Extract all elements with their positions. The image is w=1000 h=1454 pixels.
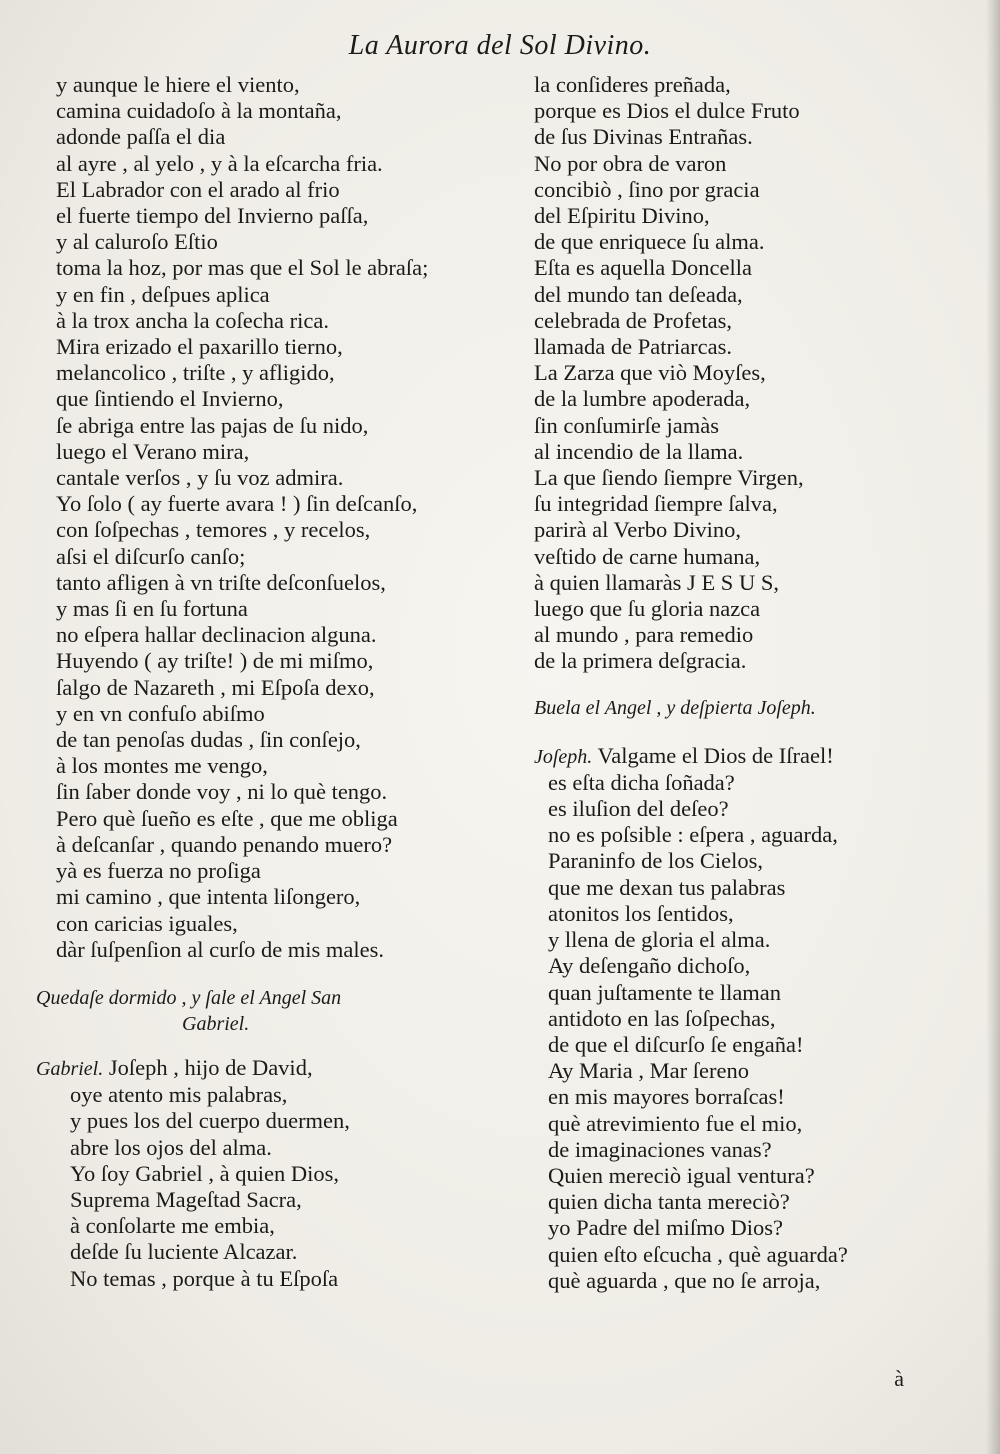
verse-line: Ay Maria , Mar ſereno bbox=[548, 1058, 749, 1084]
verse-line: Suprema Mageſtad Sacra, bbox=[70, 1186, 302, 1212]
verse-line: porque es Dios el dulce Fruto bbox=[534, 98, 800, 124]
verse-line: Huyendo ( ay triſte! ) de mi miſmo, bbox=[56, 648, 374, 674]
verse-line: con caricias iguales, bbox=[56, 910, 238, 936]
verse-line: No por obra de varon bbox=[534, 150, 727, 176]
verse-line: Yo ſoy Gabriel , à quien Dios, bbox=[70, 1160, 339, 1186]
verse-line: no eſpera hallar declinacion alguna. bbox=[56, 622, 377, 648]
verse-line: y mas ſi en ſu fortuna bbox=[56, 596, 248, 622]
verse-line: es iluſion del deſeo? bbox=[548, 796, 729, 822]
verse-line: ſin conſumirſe jamàs bbox=[534, 412, 719, 438]
verse-line: del Eſpiritu Divino, bbox=[534, 203, 710, 229]
verse-line: atonitos los ſentidos, bbox=[548, 900, 734, 926]
verse-line: camina cuidadoſo à la montaña, bbox=[56, 98, 342, 124]
left-verse-block-1 bbox=[56, 72, 496, 963]
speaker-first-line: Joſeph , hijo de David, bbox=[108, 1054, 313, 1080]
verse-line: à la trox ancha la coſecha rica. bbox=[56, 307, 329, 333]
verse-line: la conſideres preñada, bbox=[534, 72, 731, 97]
verse-line: Paraninfo de los Cielos, bbox=[548, 848, 763, 874]
verse-line: oye atento mis palabras, bbox=[70, 1082, 288, 1108]
verse-line: Yo ſolo ( ay fuerte avara ! ) ſin deſcanſo, bbox=[56, 491, 418, 517]
verse-line: celebrada de Profetas, bbox=[534, 307, 733, 333]
verse-line: luego que ſu gloria nazca bbox=[534, 596, 761, 622]
verse-line: ſe abriga entre las pajas de ſu nido, bbox=[56, 412, 369, 438]
verse-line: Pero què ſueño es eſte , que me obliga bbox=[56, 805, 398, 831]
verse-line: de imaginaciones vanas? bbox=[548, 1136, 772, 1162]
verse-line: què aguarda , que no ſe arroja, bbox=[548, 1267, 821, 1293]
verse-line: y al caluroſo Eſtio bbox=[56, 229, 218, 255]
verse-line: el fuerte tiempo del Invierno paſſa, bbox=[56, 203, 369, 229]
verse-line: Eſta es aquella Doncella bbox=[534, 255, 753, 281]
verse-line: melancolico , triſte , y afligido, bbox=[56, 360, 335, 386]
verse-line: à los montes me vengo, bbox=[56, 753, 268, 779]
verse-line: llamada de Patriarcas. bbox=[534, 334, 733, 360]
verse-line: Quien mereciò igual ventura? bbox=[548, 1162, 815, 1188]
verse-line: y llena de gloria el alma. bbox=[548, 927, 771, 953]
verse-line: luego el Verano mira, bbox=[56, 438, 250, 464]
verse-line: y en vn confuſo abiſmo bbox=[56, 700, 265, 726]
verse-line: que ſintiendo el Invierno, bbox=[56, 386, 284, 412]
verse-line: No temas , porque à tu Eſpoſa bbox=[70, 1265, 339, 1291]
verse-line: parirà al Verbo Divino, bbox=[534, 517, 742, 543]
verse-line: en mis mayores borraſcas! bbox=[548, 1084, 785, 1110]
verse-line: es eſta dicha ſoñada? bbox=[548, 769, 735, 795]
stage-direction-left: Quedaſe dormido , y ſale el Angel San bbox=[36, 986, 342, 1009]
verse-line: dàr ſuſpenſion al curſo de mis males. bbox=[56, 936, 385, 962]
verse-line: abre los ojos del alma. bbox=[70, 1134, 272, 1160]
verse-line: ſin ſaber donde voy , ni lo què tengo. bbox=[56, 779, 388, 805]
catchword: à bbox=[894, 1366, 904, 1391]
verse-line: tanto afligen à vn triſte deſconſuelos, bbox=[56, 569, 386, 595]
verse-line: La Zarza que viò Moyſes, bbox=[534, 360, 766, 386]
stage-direction-left-continued: Gabriel. bbox=[182, 1012, 250, 1035]
verse-line: al ayre , al yelo , y à la eſcarcha fria. bbox=[56, 150, 383, 176]
verse-line: con ſoſpechas , temores , y recelos, bbox=[56, 517, 371, 543]
verse-line: de que el diſcurſo ſe engaña! bbox=[548, 1031, 804, 1057]
left-verse-block-2 bbox=[56, 1082, 496, 1292]
verse-line: cantale verſos , y ſu voz admira. bbox=[56, 465, 344, 491]
right-verse-block-2 bbox=[534, 770, 964, 1294]
speaker-name-gabriel: Gabriel. bbox=[36, 1057, 104, 1080]
verse-line: de la lumbre apoderada, bbox=[534, 386, 751, 412]
verse-line: yà es fuerza no proſiga bbox=[56, 858, 261, 884]
verse-line: no es poſsible : eſpera , aguarda, bbox=[548, 822, 838, 848]
speaker-name-joseph: Joſeph. bbox=[534, 745, 593, 768]
stage-direction-right: Buela el Angel , y deſpierta Joſeph. bbox=[534, 696, 816, 719]
speaker-first-line: Valgame el Dios de Iſrael! bbox=[597, 742, 834, 768]
verse-line: quan juſtamente te llaman bbox=[548, 979, 782, 1005]
verse-line: aſsi el diſcurſo canſo; bbox=[56, 543, 246, 569]
speaker-line-joseph bbox=[534, 743, 964, 770]
verse-line: Ay deſengaño dichoſo, bbox=[548, 953, 751, 979]
verse-line: de que enriquece ſu alma. bbox=[534, 229, 765, 255]
verse-line: ſalgo de Nazareth , mi Eſpoſa dexo, bbox=[56, 674, 375, 700]
verse-line: toma la hoz, por mas que el Sol le abraſa; bbox=[56, 255, 429, 281]
verse-line: y aunque le hiere el viento, bbox=[56, 72, 300, 97]
verse-line: quien eſto eſcucha , què aguarda? bbox=[548, 1241, 848, 1267]
verse-line: de ſus Divinas Entrañas. bbox=[534, 124, 753, 150]
verse-line: de la primera deſgracia. bbox=[534, 648, 747, 674]
right-column bbox=[534, 72, 964, 1294]
verse-line: al mundo , para remedio bbox=[534, 622, 754, 648]
verse-line: La que ſiendo ſiempre Virgen, bbox=[534, 465, 804, 491]
verse-line: El Labrador con el arado al frio bbox=[56, 176, 340, 202]
verse-line: à quien llamaràs J E S U S, bbox=[534, 569, 779, 595]
verse-line: què atrevimiento fue el mio, bbox=[548, 1110, 803, 1136]
verse-line: Mira erizado el paxarillo tierno, bbox=[56, 334, 343, 360]
verse-line: ſu integridad ſiempre ſalva, bbox=[534, 491, 778, 517]
verse-line: de tan penoſas dudas , ſin conſejo, bbox=[56, 727, 361, 753]
verse-line: mi camino , que intenta liſongero, bbox=[56, 884, 361, 910]
verse-line: deſde ſu luciente Alcazar. bbox=[70, 1239, 298, 1265]
verse-line: veſtido de carne humana, bbox=[534, 543, 761, 569]
verse-line: adonde paſſa el dia bbox=[56, 124, 226, 150]
verse-line: y en fin , deſpues aplica bbox=[56, 281, 270, 307]
left-column bbox=[36, 72, 496, 1292]
verse-line: que me dexan tus palabras bbox=[548, 874, 786, 900]
verse-line: quien dicha tanta mereciò? bbox=[548, 1189, 790, 1215]
speaker-line-gabriel bbox=[36, 1055, 496, 1082]
page-edge-shadow bbox=[986, 0, 1000, 1454]
verse-line: à conſolarte me embia, bbox=[70, 1213, 275, 1239]
verse-line: à deſcanſar , quando penando muero? bbox=[56, 831, 393, 857]
verse-line: yo Padre del miſmo Dios? bbox=[548, 1215, 783, 1241]
verse-line: y pues los del cuerpo duermen, bbox=[70, 1108, 350, 1134]
verse-line: antidoto en las ſoſpechas, bbox=[548, 1005, 776, 1031]
verse-line: al incendio de la llama. bbox=[534, 438, 744, 464]
right-verse-block-1 bbox=[534, 72, 964, 675]
verse-line: concibiò , ſino por gracia bbox=[534, 176, 760, 202]
verse-line: del mundo tan deſeada, bbox=[534, 281, 743, 307]
running-title: La Aurora del Sol Divino. bbox=[348, 30, 652, 61]
